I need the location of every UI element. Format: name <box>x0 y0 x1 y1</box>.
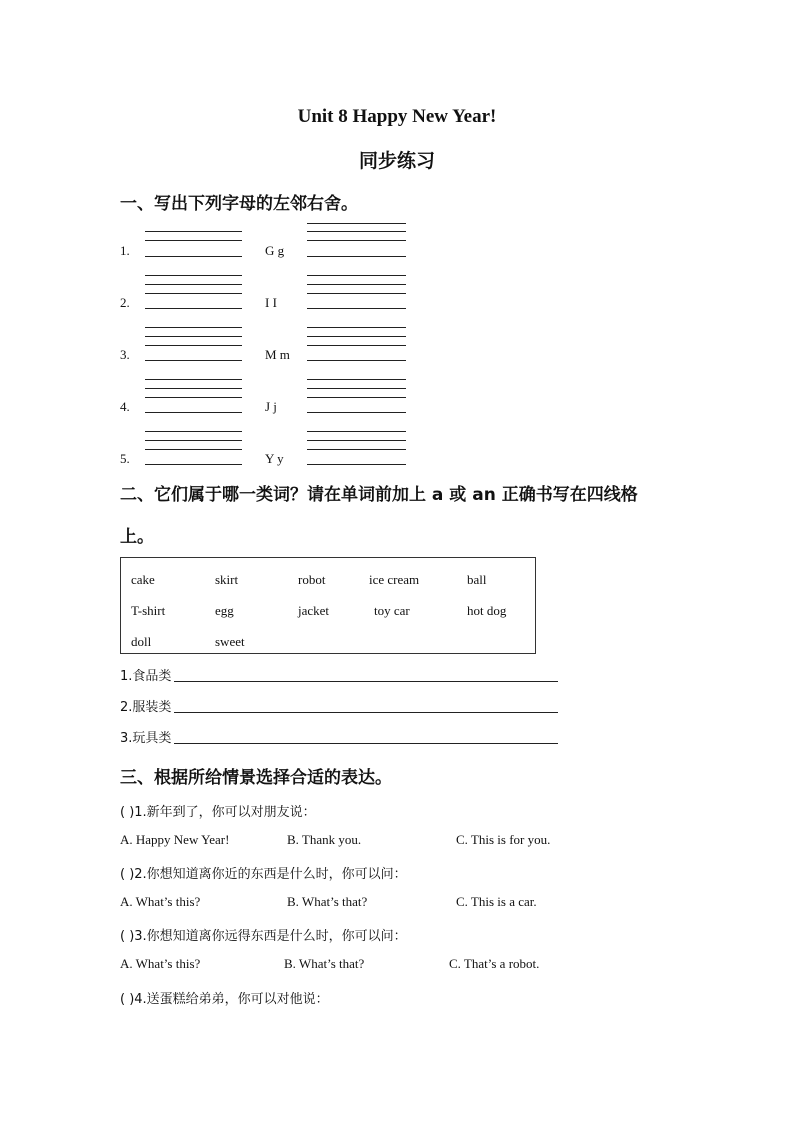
option-c: C. That’s a robot. <box>449 956 540 971</box>
writing-line <box>307 327 406 328</box>
writing-line <box>145 275 242 276</box>
writing-line <box>307 388 406 389</box>
writing-line <box>145 464 242 465</box>
writing-line <box>145 308 242 309</box>
item-number: 5. <box>120 451 130 466</box>
answer-line <box>174 712 558 713</box>
section3-heading: 三、根据所给情景选择合适的表达。 <box>120 768 392 788</box>
word-bank-item: jacket <box>298 603 330 618</box>
writing-line <box>307 284 406 285</box>
option-a: A. What’s this? <box>120 956 201 971</box>
answer-line <box>174 743 558 744</box>
writing-line <box>307 308 406 309</box>
writing-line <box>145 240 242 241</box>
word-bank-item: hot dog <box>467 603 507 618</box>
option-a: A. What’s this? <box>120 894 201 909</box>
question-prompt: ( )3.你想知道离你远得东西是什么时，你可以问： <box>120 929 407 944</box>
writing-line <box>145 379 242 380</box>
question-prompt: ( )2.你想知道离你近的东西是什么时，你可以问： <box>120 867 407 882</box>
question-prompt: ( )1.新年到了，你可以对朋友说： <box>120 805 316 820</box>
option-b: B. What’s that? <box>284 956 365 971</box>
word-bank-item: ball <box>467 572 487 587</box>
writing-line <box>145 449 242 450</box>
word-bank-item: egg <box>215 603 234 618</box>
category-label-toys: 3.玩具类 <box>120 731 172 746</box>
writing-line <box>307 345 406 346</box>
section2-heading: 二、它们属于哪一类词？请在单词前加上 a 或 an 正确书写在四线格 <box>120 485 638 505</box>
writing-line <box>307 431 406 432</box>
writing-line <box>307 464 406 465</box>
writing-line <box>307 440 406 441</box>
page-subtitle: 同步练习 <box>358 150 435 172</box>
writing-line <box>307 223 406 224</box>
word-bank-item: sweet <box>215 634 245 649</box>
word-bank-item: toy car <box>374 603 410 618</box>
writing-line <box>307 231 406 232</box>
writing-line <box>145 336 242 337</box>
word-bank-item: T-shirt <box>131 603 166 618</box>
letter-pair: I I <box>265 295 277 310</box>
writing-line <box>145 327 242 328</box>
word-bank-item: doll <box>131 634 152 649</box>
item-number: 2. <box>120 295 130 310</box>
letter-pair: G g <box>265 243 285 258</box>
writing-line <box>145 284 242 285</box>
item-number: 4. <box>120 399 130 414</box>
item-number: 3. <box>120 347 130 362</box>
question-prompt: ( )4.送蛋糕给弟弟，你可以对他说： <box>120 992 329 1007</box>
writing-line <box>307 275 406 276</box>
category-label-food: 1.食品类 <box>120 669 172 684</box>
writing-line <box>145 231 242 232</box>
word-bank <box>120 557 536 654</box>
writing-line <box>307 360 406 361</box>
option-a: A. Happy New Year! <box>120 832 230 847</box>
writing-line <box>307 449 406 450</box>
writing-line <box>307 397 406 398</box>
option-b: B. Thank you. <box>287 832 362 847</box>
writing-line <box>307 240 406 241</box>
word-bank-item: skirt <box>215 572 239 587</box>
letter-pair: Y y <box>265 451 284 466</box>
word-bank-item: ice cream <box>369 572 420 587</box>
letter-pair: M m <box>265 347 290 362</box>
letter-pair: J j <box>265 399 277 414</box>
writing-line <box>145 440 242 441</box>
writing-line <box>145 412 242 413</box>
writing-line <box>145 431 242 432</box>
writing-line <box>145 345 242 346</box>
category-label-clothing: 2.服装类 <box>120 700 172 715</box>
writing-line <box>307 412 406 413</box>
writing-line <box>145 293 242 294</box>
writing-line <box>307 256 406 257</box>
word-bank-item: robot <box>298 572 326 587</box>
writing-line <box>145 397 242 398</box>
section1-heading: 一、写出下列字母的左邻右舍。 <box>120 194 358 214</box>
writing-line <box>307 293 406 294</box>
writing-line <box>307 379 406 380</box>
option-c: C. This is a car. <box>456 894 537 909</box>
page-title: Unit 8 Happy New Year! <box>297 106 497 127</box>
answer-line <box>174 681 558 682</box>
section2-heading-continued: 上。 <box>120 527 154 547</box>
writing-line <box>307 336 406 337</box>
writing-line <box>145 256 242 257</box>
item-number: 1. <box>120 243 130 258</box>
word-bank-item: cake <box>131 572 155 587</box>
writing-line <box>145 360 242 361</box>
writing-line <box>145 388 242 389</box>
option-b: B. What’s that? <box>287 894 368 909</box>
option-c: C. This is for you. <box>456 832 551 847</box>
